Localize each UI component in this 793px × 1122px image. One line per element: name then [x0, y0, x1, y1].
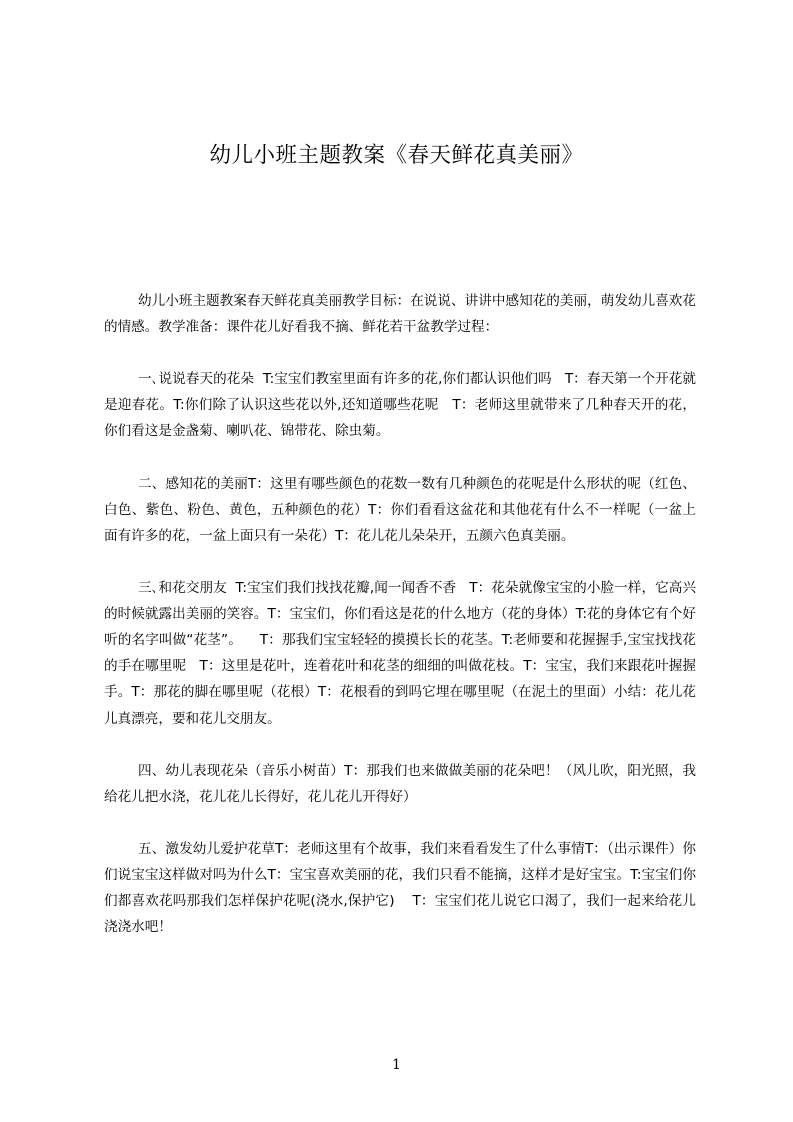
document-body: [104, 288, 696, 966]
paragraph-section-5: 五、激发幼儿爱护花草T：老师这里有个故事，我们来看看发生了什么事情T：（出示课件）你们说宝宝这样做对吗为什么T：宝宝喜欢美丽的花，我们只看不能摘，这样才是好宝宝。T:宝宝们你们都喜欢花吗那我们怎样保护花呢(浇水,保护它) T：宝宝们花儿说它口渴了，我们一起来给花儿浇浇水吧！: [104, 840, 696, 936]
paragraph-section-4: 四、幼儿表现花朵（音乐小树苗）T：那我们也来做做美丽的花朵吧！（风儿吹，阳光照，我给花儿把水浇，花儿花儿长得好，花儿花儿开得好）: [104, 762, 696, 805]
page-number: 1: [392, 1057, 401, 1073]
paragraph-section-1: 一､说说春天的花朵 T:宝宝们教室里面有许多的花,你们都认识他们吗 T：春天第一个开花就是迎春花。T:你们除了认识这些花以外,还知道哪些花呢 T：老师这里就带来了几种春天开的花，你们看这是金盏菊、喇叭花、锦带花、除虫菊。: [104, 371, 696, 440]
paragraph-intro: 幼儿小班主题教案春天鲜花真美丽教学目标：在说说、讲讲中感知花的美丽，萌发幼儿喜欢花的情感。教学准备：课件花儿好看我不摘、鲜花若干盆教学过程：: [104, 293, 696, 336]
paragraph-section-3: 三､和花交朋友 T:宝宝们我们找找花瓣,闻一闻香不香 T：花朵就像宝宝的小脸一样，它高兴的时候就露出美丽的笑容。T：宝宝们，你们看这是花的什么地方（花的身体）T:花的身体它有个好听的名字叫做“花茎”。 T：那我们宝宝轻轻的摸摸长长的花茎。T:老师要和花握握手,宝宝找找花的手在哪里呢 T：这里是花叶，连着花叶和花茎的细细的叫做花枝。T：宝宝，我们来跟花叶握握手。T：那花的脚在哪里呢（花根）T：花根看的到吗它埋在哪里呢（在泥土的里面）小结：花儿花儿真漂亮，要和花儿交朋友。: [104, 580, 696, 727]
paragraph-section-2: 二、感知花的美丽T：这里有哪些颜色的花数一数有几种颜色的花呢是什么形状的呢（红色、白色、紫色、粉色、黄色，五种颜色的花）T：你们看看这盆花和其他花有什么不一样呢（一盆上面有许多的花，一盆上面只有一朵花）T：花儿花儿朵朵开，五颜六色真美丽。: [104, 475, 696, 544]
document-title: 幼儿小班主题教案《春天鲜花真美丽》: [209, 143, 584, 168]
